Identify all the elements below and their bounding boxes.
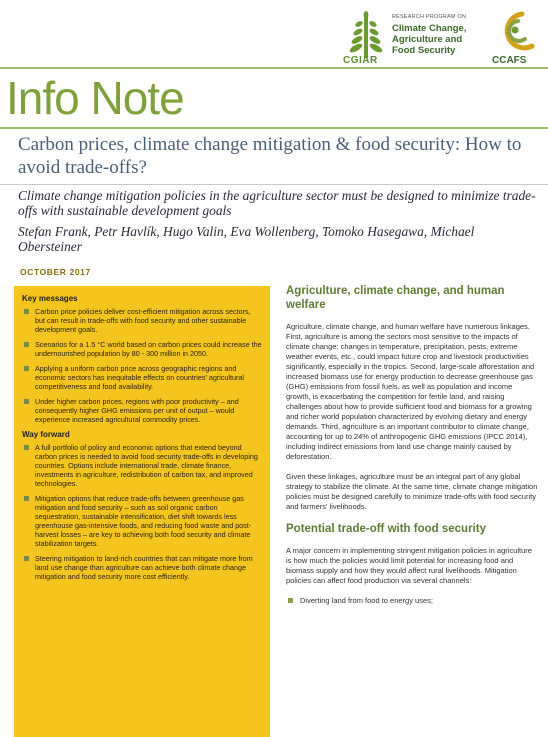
list-item: Mitigation options that reduce trade-offs between greenhouse gas mitigation and food security – such as soil organic carbon sequestration, sustainable intensification, diet shift towards less greenhouse gas-intensive foods, and reducing food waste and post-harvest losses – are key to achieving both food security and climate stabilization targets. xyxy=(22,494,262,548)
body-paragraph: Agriculture, climate change, and human welfare have numerous linkages. First, agriculture is among the sectors most sensitive to the impacts of climate change: changes in temperature, precipitation, pests, extreme weather events, etc., could impact future crop and livestock productivities significantly, especially in the tropics. Second, large-scale afforestation and increased biomass use for energy production to decrease greenhouse gas (GHG) emissions from fossil fuels, as well as population and income growth, is exacerbating the competition for fertile land, and raising challenges about how to provide sufficient food and biomass for a growing and richer world population characterized by evolving dietary and energy demands. Third, agriculture is an important contributor to climate change, accounting for up to 24% of anthropogenic GHG emissions (IPCC 2014), including indirect emissions from land use change mainly caused by deforestation. xyxy=(286,322,535,461)
list-item: Under higher carbon prices, regions with poor productivity – and consequently higher GHG emissions per unit of output – would experience increased agricultural commodity prices. xyxy=(22,397,262,424)
section-heading-welfare: Agriculture, climate change, and human welfare xyxy=(286,285,505,311)
bullet-square-icon xyxy=(24,342,29,347)
body-paragraph: A major concern in implementing stringent mitigation policies in agriculture is how much the policies would limit potential for increasing food and biomass supply and how they would affect rural livelihoods. Mitigation policies can affect food production via several channels: xyxy=(286,546,532,585)
title-divider xyxy=(0,184,548,185)
bullet-square-icon xyxy=(24,496,29,501)
page-subtitle: Climate change mitigation policies in the agriculture sector must be designed to minimize trade-offs with sustainable development goals xyxy=(18,188,536,218)
list-item: Steering mitigation to land-rich countries that can mitigate more from land use change than agriculture can achieve both climate change mitigation and food security more cost efficiently. xyxy=(22,554,262,581)
key-messages-box xyxy=(14,286,270,737)
body-column xyxy=(286,284,538,606)
program-label: RESEARCH PROGRAM ON xyxy=(392,14,467,20)
header-divider-bottom xyxy=(0,127,548,129)
header-divider-top xyxy=(0,67,548,69)
cgiar-wordmark: CGIAR xyxy=(343,55,378,66)
bullet-square-icon xyxy=(24,556,29,561)
bullet-square-icon xyxy=(24,445,29,450)
bullet-square-icon xyxy=(24,399,29,404)
doc-type-title: Info Note xyxy=(6,72,184,124)
program-line-1: Climate Change, xyxy=(392,23,467,34)
page-title: Carbon prices, climate change mitigation & food security: How to avoid trade-offs? xyxy=(18,134,522,178)
ccafs-wordmark: CCAFS xyxy=(492,55,527,66)
list-item: Applying a uniform carbon price across geographic regions and economic sectors has inequitable effects on countries' agricultural competitiveness and food availability. xyxy=(22,364,262,391)
program-line-3: Food Security xyxy=(392,45,456,56)
section-heading-trade-off: Potential trade-off with food security xyxy=(286,523,486,535)
list-item: A full portfolio of policy and economic options that extend beyond carbon prices is needed to avoid food security trade-offs in developing countries. Options include international trade, climate finance, investments in agriculture, redistribution of carbon tax, and improved technologies. xyxy=(22,443,262,488)
body-paragraph: Given these linkages, agriculture must be an integral part of any global strategy to stabilize the climate. At the same time, climate change mitigation policies must be designed carefully to minimize trade-offs with food security and farmers' livelihoods. xyxy=(286,472,538,511)
page-header xyxy=(0,0,548,132)
program-line-2: Agriculture and xyxy=(392,34,463,45)
list-item: Diverting land from food to energy uses; xyxy=(286,596,538,606)
key-messages-heading: Key messages xyxy=(22,294,78,303)
publication-date: OCTOBER 2017 xyxy=(20,267,91,277)
ccafs-logo-icon xyxy=(488,8,542,54)
author-list: Stefan Frank, Petr Havlík, Hugo Valin, Eva Wollenberg, Tomoko Hasegawa, Michael Obersteiner xyxy=(18,224,475,254)
bullet-square-icon xyxy=(24,366,29,371)
bullet-square-icon xyxy=(24,309,29,314)
list-item: Scenarios for a 1.5 °C world based on carbon prices could increase the undernourished population by 80 - 300 million in 2050. xyxy=(22,340,262,358)
way-forward-heading: Way forward xyxy=(22,430,70,439)
bullet-square-icon xyxy=(288,598,293,603)
list-item: Carbon price policies deliver cost-efficient mitigation across sectors, but can result in trade-offs with food security and other sustainable development goals. xyxy=(22,307,262,334)
